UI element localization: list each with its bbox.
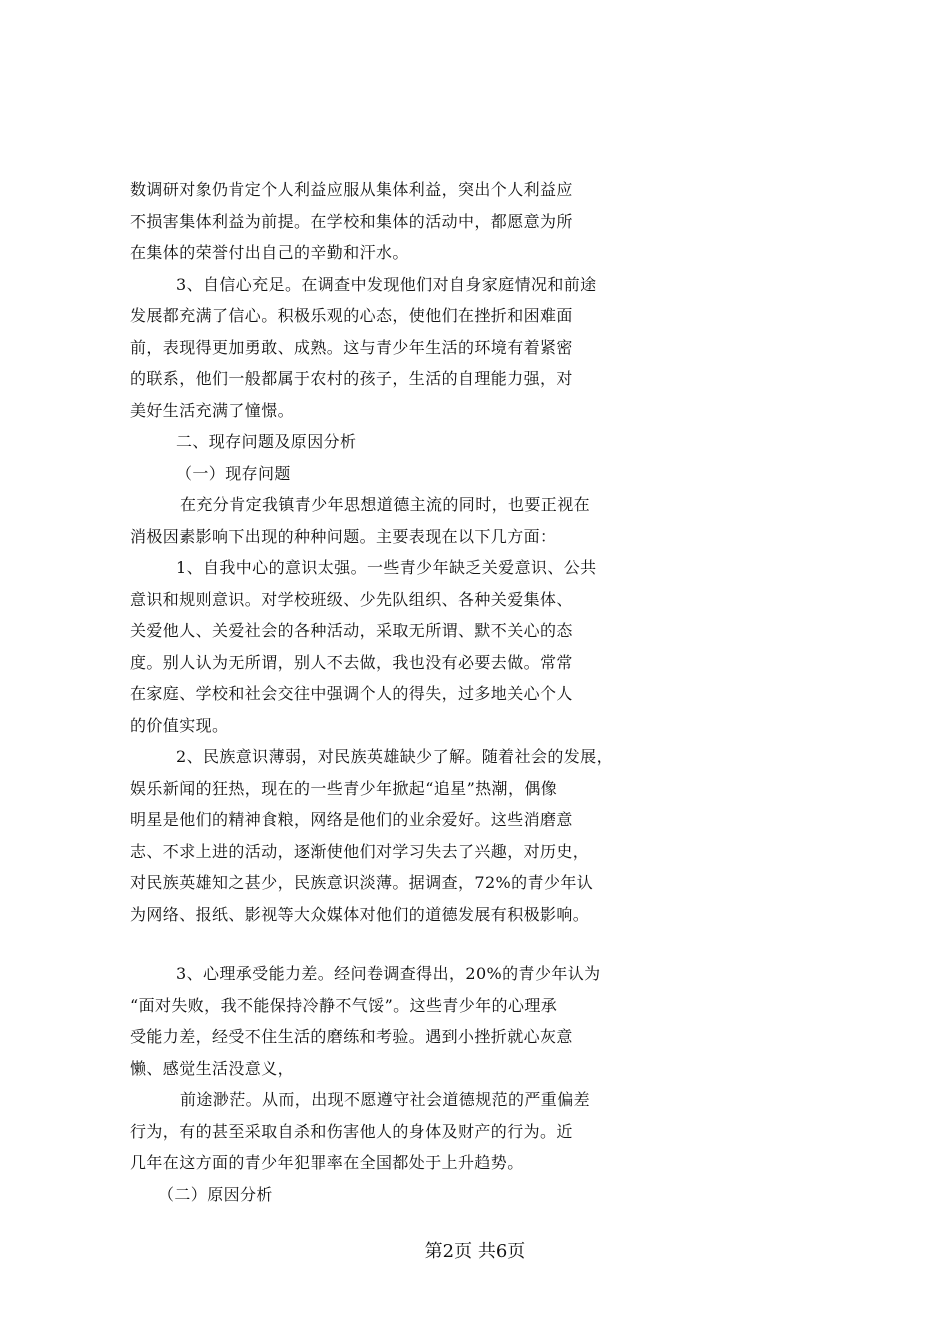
subsection-heading: （二）原因分析 — [158, 1184, 273, 1204]
subsection-heading: （一）现存问题 — [176, 463, 291, 483]
text-line: 不损害集体利益为前提。在学校和集体的活动中，都愿意为所 — [130, 211, 573, 231]
text-line: 在家庭、学校和社会交往中强调个人的得失，过多地关心个人 — [130, 684, 573, 703]
text-line: 2、民族意识薄弱，对民族英雄缺少了解。随着社会的发展， — [176, 747, 613, 766]
text-line: 3、自信心充足。在调查中发现他们对自身家庭情况和前途 — [176, 274, 597, 294]
text-line: 在充分肯定我镇青少年思想道德主流的同时，也要正视在 — [180, 495, 591, 514]
text-line: 懒、感觉生活没意义， — [130, 1058, 295, 1078]
text-line: 3、心理承受能力差。经问卷调查得出，20%的青少年认为 — [176, 964, 601, 983]
text-line: 数调研对象仍肯定个人利益应服从集体利益，突出个人利益应 — [130, 180, 573, 199]
text-line: 对民族英雄知之甚少，民族意识淡薄。据调查，72%的青少年认 — [130, 873, 594, 892]
text-line: 娱乐新闻的狂热，现在的一些青少年掀起“追星”热潮，偶像 — [130, 778, 558, 798]
page-number-footer: 第2页 共6页 — [424, 1241, 526, 1262]
text-line: 几年在这方面的青少年犯罪率在全国都处于上升趋势。 — [130, 1153, 524, 1172]
text-line: 意识和规则意识。对学校班级、少先队组织、各种关爱集体、 — [130, 589, 573, 609]
text-line: 明星是他们的精神食粮，网络是他们的业余爱好。这些消磨意 — [130, 810, 573, 829]
text-line: 的联系，他们一般都属于农村的孩子，生活的自理能力强，对 — [130, 369, 573, 388]
text-line: 美好生活充满了憧憬。 — [130, 400, 295, 420]
text-line: 行为，有的甚至采取自杀和伤害他人的身体及财产的行为。近 — [130, 1121, 573, 1141]
text-line: 前途渺茫。从而，出现不愿遵守社会道德规范的严重偏差 — [180, 1090, 591, 1109]
text-line: 消极因素影响下出现的种种问题。主要表现在以下几方面： — [130, 526, 557, 546]
text-line: 志、不求上进的活动，逐渐使他们对学习失去了兴趣，对历史， — [130, 841, 590, 861]
text-line: 关爱他人、关爱社会的各种活动，采取无所谓、默不关心的态 — [130, 621, 573, 640]
text-line: 前，表现得更加勇敢、成熟。这与青少年生活的环境有着紧密 — [130, 337, 573, 357]
text-line: 度。别人认为无所谓，别人不去做，我也没有必要去做。常常 — [130, 652, 573, 672]
text-line: 的价值实现。 — [130, 715, 229, 735]
text-line: “面对失败，我不能保持冷静不气馁”。这些青少年的心理承 — [130, 995, 558, 1015]
text-line: 1、自我中心的意识太强。一些青少年缺乏关爱意识、公共 — [176, 558, 597, 577]
text-line: 在集体的荣誉付出自己的辛勤和汗水。 — [130, 243, 409, 262]
section-heading: 二、现存问题及原因分析 — [176, 432, 357, 451]
text-line: 受能力差，经受不住生活的磨练和考验。遇到小挫折就心灰意 — [130, 1027, 573, 1046]
text-line: 为网络、报纸、影视等大众媒体对他们的道德发展有积极影响。 — [130, 904, 590, 924]
text-line: 发展都充满了信心。积极乐观的心态，使他们在挫折和困难面 — [130, 306, 573, 325]
